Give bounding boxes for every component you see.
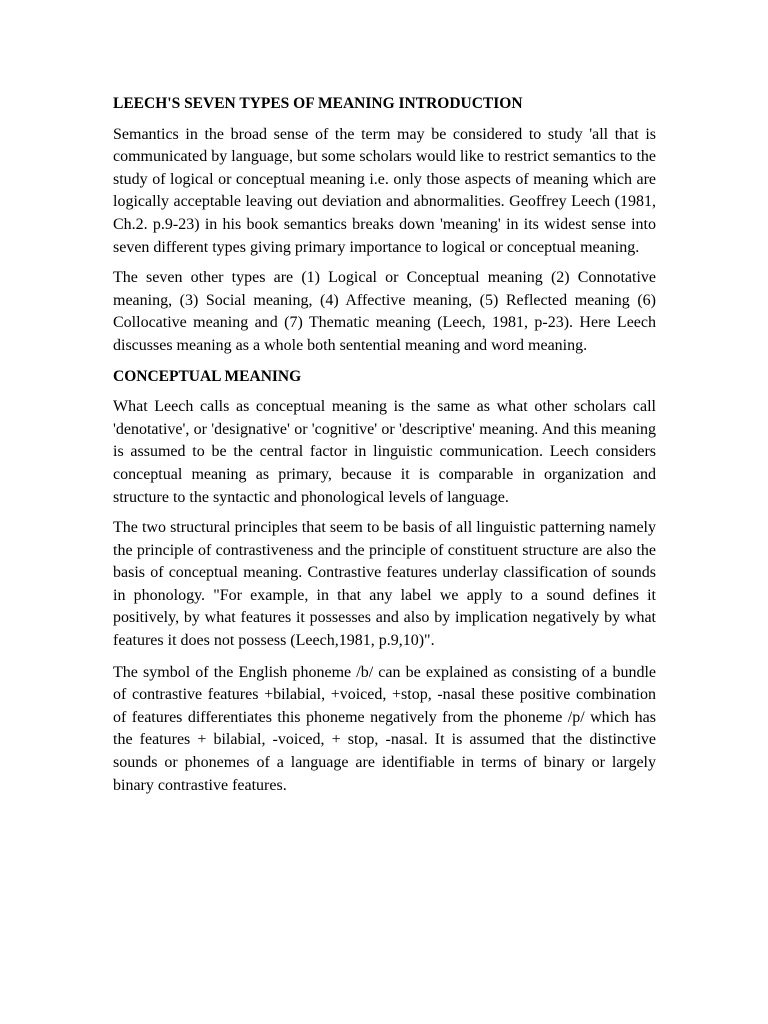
conceptual-paragraph: What Leech calls as conceptual meaning is the same as what other scholars call 'denotative', or 'designative' or 'cognitive' or 'descriptive' meaning. And this meaning is assumed to be the central factor in linguistic communication. Leech considers conceptual meaning as primary, because it is comparable in organization and structure to the syntactic and phonological levels of language. xyxy=(113,398,656,506)
phoneme-paragraph: The symbol of the English phoneme /b/ can be explained as consisting of a bundle of contrastive features +bilabial, +voiced, +stop, -nasal these positive combination of features differentiates this phoneme negatively from the phoneme /p/ which has the features + bilabial, -voiced, + stop, -nasal. It is assumed that the distinctive sounds or phonemes of a language are identifiable in terms of binary or largely binary contrastive features. xyxy=(113,663,656,794)
intro-paragraph: Semantics in the broad sense of the term may be considered to study 'all that is communicated by language, but some scholars would like to restrict semantics to the study of logical or conceptual meaning i.e. only those aspects of meaning which are logically acceptable leaving out deviation and abnormalities. Geoffrey Leech (1981, Ch.2. p.9-23) in his book semantics breaks down 'meaning' in its widest sense into seven different types giving primary importance to logical or conceptual meaning. xyxy=(113,125,656,256)
document-title: LEECH'S SEVEN TYPES OF MEANING INTRODUCTION xyxy=(113,95,523,112)
document-body xyxy=(113,93,656,797)
section-heading: CONCEPTUAL MEANING xyxy=(113,367,302,385)
principles-paragraph: The two structural principles that seem to be basis of all linguistic patterning namely the principle of contrastiveness and the principle of constituent structure are also the basis of conceptual meaning. Contrastive features underlay classification of sounds in phonology. "For example, in that any label we apply to a sound defines it positively, by what features it possesses and also by implication negatively by what features it does not possess (Leech,1981, p.9,10)". xyxy=(113,519,656,650)
types-paragraph: The seven other types are (1) Logical or Conceptual meaning (2) Connotative meaning, (3) Social meaning, (4) Affective meaning, (5) Reflected meaning (6) Collocative meaning and (7) Thematic meaning (Leech, 1981, p-23). Here Leech discusses meaning as a whole both sentential meaning and word meaning. xyxy=(113,269,656,354)
